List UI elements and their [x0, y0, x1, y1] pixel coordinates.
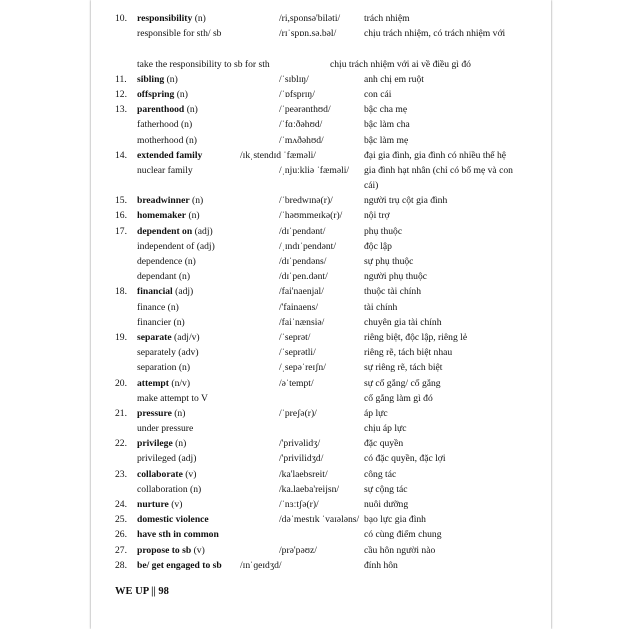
ipa-pronunciation: /ka.laeba'reijsn/: [279, 483, 340, 495]
english-term: [137, 543, 205, 558]
term-word: domestic violence: [137, 514, 209, 526]
entry-number: 20.: [115, 377, 127, 389]
ipa-pronunciation: /ˈpeərənthʊd/: [279, 104, 331, 116]
ipa-pronunciation: /ˈseprət/: [279, 331, 311, 343]
part-of-speech: (n): [186, 104, 198, 116]
vocab-row: [115, 284, 515, 299]
ipa-pronunciation: /'fainaens/: [279, 301, 319, 313]
vocab-row: [115, 330, 515, 345]
vietnamese-meaning: người trụ cột gia đình: [364, 195, 448, 207]
entry-number: 21.: [115, 407, 127, 419]
part-of-speech: (n): [180, 119, 193, 131]
english-term: [137, 497, 182, 512]
english-term: [137, 208, 200, 223]
vocab-row: [115, 224, 515, 239]
vocab-row: [115, 421, 515, 436]
entry-number: 16.: [115, 210, 127, 222]
vietnamese-meaning: chuyên gia tài chính: [364, 316, 442, 328]
term-word: dependent on: [137, 225, 193, 237]
ipa-pronunciation: /ˈpreʃə(r)/: [279, 407, 317, 419]
ipa-pronunciation: /ˈnɜːtʃə(r)/: [279, 499, 319, 511]
english-term: [137, 148, 202, 163]
entry-number: 28.: [115, 559, 127, 571]
english-term: [137, 482, 201, 497]
term-word: attempt: [137, 377, 169, 389]
term-word: sibling: [137, 73, 165, 85]
ipa-pronunciation: /dɪˈpendənt/: [279, 225, 326, 237]
ipa-pronunciation: /ˈbredwɪnə(r)/: [279, 195, 333, 207]
vocab-row: [115, 543, 515, 558]
ipa-pronunciation: /ˈhəʊmmeɪkə(r)/: [279, 210, 343, 222]
english-term: [137, 269, 190, 284]
entry-number: 27.: [115, 544, 127, 556]
term-word: responsibility: [137, 13, 193, 24]
vietnamese-meaning: người phụ thuộc: [364, 271, 428, 283]
english-term: [137, 330, 200, 345]
part-of-speech: (v): [185, 468, 197, 480]
part-of-speech: (n): [178, 362, 191, 374]
part-of-speech: (n): [173, 316, 185, 328]
term-word: separately: [137, 347, 176, 359]
term-word: nuclear family: [137, 164, 193, 176]
vocab-row: [115, 239, 515, 254]
entry-number: 13.: [115, 104, 127, 116]
english-term: [137, 406, 185, 421]
vocab-row: [115, 391, 515, 406]
english-term: [137, 451, 196, 466]
vocab-row: [115, 360, 515, 375]
english-term: [137, 436, 186, 451]
vietnamese-meaning: con cái: [364, 88, 392, 100]
ipa-pronunciation: /ˈɒfsprɪŋ/: [279, 88, 315, 100]
entry-number: 18.: [115, 286, 127, 298]
vietnamese-meaning: đặc quyền: [364, 438, 404, 450]
english-term: [137, 26, 221, 41]
part-of-speech: (n): [185, 134, 197, 146]
ipa-pronunciation: /dəˈmestɪk ˈvaɪələns/: [279, 514, 360, 526]
english-term: [137, 315, 185, 330]
vietnamese-meaning: bậc làm cha: [364, 119, 410, 131]
entry-number: 23.: [115, 468, 127, 480]
vietnamese-meaning: chịu trách nhiệm, có trách nhiệm với: [364, 28, 506, 40]
vocab-row: [115, 315, 515, 330]
term-word: take the responsibility to sb for sth: [137, 58, 270, 70]
term-word: homemaker: [137, 210, 187, 222]
english-term: [137, 421, 193, 436]
ipa-pronunciation: /dɪˈpendəns/: [279, 256, 327, 268]
vocab-row: [115, 451, 515, 466]
vocab-row: [115, 133, 515, 148]
part-of-speech: (adj/v): [174, 331, 200, 343]
part-of-speech: (adj): [178, 453, 197, 465]
ipa-pronunciation: /ˌsepəˈreɪʃn/: [279, 362, 326, 374]
part-of-speech: (n): [166, 73, 178, 85]
vocab-row: [115, 376, 515, 391]
english-term: [137, 11, 206, 26]
ipa-pronunciation: /faiˈnænsiə/: [279, 316, 325, 328]
entry-number: 17.: [115, 225, 127, 237]
part-of-speech: (v): [171, 499, 183, 511]
english-term: [137, 467, 196, 482]
vietnamese-meaning: anh chị em ruột: [364, 73, 424, 85]
term-word: parenthood: [137, 104, 185, 116]
english-term: [137, 376, 190, 391]
english-term: [137, 57, 270, 72]
entry-number: 14.: [115, 149, 127, 161]
entry-number: 15.: [115, 195, 127, 207]
ipa-pronunciation: /ˈseprətli/: [279, 347, 316, 359]
term-word: make attempt to V: [137, 392, 208, 404]
vocab-row: [115, 467, 515, 482]
vocab-row: [115, 436, 515, 451]
english-term: [137, 391, 208, 406]
vocab-row: [115, 193, 515, 208]
vietnamese-meaning: áp lực: [364, 407, 388, 419]
english-term: [137, 558, 222, 573]
vietnamese-meaning: trách nhiệm: [364, 13, 410, 24]
english-term: [137, 512, 209, 527]
ipa-pronunciation: /ɪkˌstendɪd ˈfæməli/: [240, 149, 316, 161]
ipa-pronunciation: /dɪˈpen.dənt/: [279, 271, 328, 283]
part-of-speech: (n): [184, 256, 196, 268]
english-term: [137, 284, 193, 299]
vietnamese-meaning: sự phụ thuộc: [364, 256, 414, 268]
vocab-row: [115, 148, 515, 163]
vietnamese-meaning: tài chính: [364, 301, 398, 313]
vocab-row: [115, 208, 515, 223]
english-term: [137, 117, 192, 132]
english-term: [137, 102, 198, 117]
english-term: [137, 527, 219, 542]
english-term: [137, 133, 197, 148]
vietnamese-meaning: độc lập: [364, 240, 392, 252]
part-of-speech: (adj): [194, 225, 213, 237]
part-of-speech: (v): [193, 544, 205, 556]
vocab-row: [115, 300, 515, 315]
ipa-pronunciation: /ˈmʌðəhʊd/: [279, 134, 324, 146]
ipa-pronunciation: /ka'laebsreit/: [279, 468, 328, 480]
part-of-speech: (n/v): [171, 377, 191, 389]
entry-number: 22.: [115, 438, 127, 450]
entry-number: 26.: [115, 529, 127, 541]
vocab-row: [115, 117, 515, 132]
vietnamese-meaning: công tác: [364, 468, 397, 480]
entry-number: 24.: [115, 499, 127, 511]
entry-number: 11.: [115, 73, 127, 85]
term-word: collaborate: [137, 468, 183, 480]
vocab-row: [115, 527, 515, 542]
part-of-speech: (adj): [175, 286, 194, 298]
ipa-pronunciation: /fai'naenjal/: [279, 286, 324, 298]
english-term: [137, 193, 203, 208]
vietnamese-meaning: sự riêng rẽ, tách biệt: [364, 362, 443, 374]
vocab-row: [115, 512, 515, 527]
vietnamese-meaning: chịu trách nhiệm với ai về điều gì đó: [330, 58, 471, 70]
part-of-speech: (n): [190, 483, 202, 495]
english-term: [137, 300, 179, 315]
vietnamese-meaning: sự cộng tác: [364, 483, 408, 495]
vietnamese-meaning: riêng biệt, độc lập, riêng lẻ: [364, 331, 468, 343]
term-word: propose to sb: [137, 544, 192, 556]
part-of-speech: (n): [176, 88, 188, 100]
vocab-row: [115, 87, 515, 102]
term-word: financier: [137, 316, 172, 328]
english-term: [137, 87, 188, 102]
english-term: [137, 360, 190, 375]
vietnamese-meaning: riêng rẽ, tách biệt nhau: [364, 347, 453, 359]
vietnamese-meaning: nội trợ: [364, 210, 390, 222]
vocab-row: [115, 102, 515, 117]
ipa-pronunciation: /ˈfɑːðəhʊd/: [279, 119, 323, 131]
term-word: separation: [137, 362, 177, 374]
part-of-speech: (n): [167, 301, 179, 313]
english-term: [137, 254, 196, 269]
term-word: collaboration: [137, 483, 188, 495]
vocab-row: [115, 497, 515, 512]
vocab-row: [115, 72, 515, 87]
part-of-speech: (n): [188, 210, 200, 222]
vietnamese-meaning: bạo lực gia đình: [364, 514, 426, 526]
ipa-pronunciation: /əˈtempt/: [279, 377, 314, 389]
vietnamese-meaning: gia đình hạt nhân (chỉ có bố mẹ và con cái): [364, 164, 513, 192]
term-word: offspring: [137, 88, 175, 100]
vietnamese-meaning: thuộc tài chính: [364, 286, 422, 298]
vietnamese-meaning: bậc cha mẹ: [364, 104, 408, 116]
part-of-speech: (adj): [196, 240, 215, 252]
part-of-speech: (n): [194, 13, 206, 24]
vocab-row: [115, 26, 515, 56]
vietnamese-meaning: sự cố gắng/ cố gắng: [364, 377, 441, 389]
term-word: fatherhood: [137, 119, 179, 131]
vietnamese-meaning: có cùng điểm chung: [364, 529, 442, 541]
ipa-pronunciation: /prə'pəʊz/: [279, 544, 317, 556]
term-word: privileged: [137, 453, 176, 465]
entry-number: 25.: [115, 514, 127, 526]
term-word: motherhood: [137, 134, 184, 146]
term-word: under pressure: [137, 423, 194, 435]
vietnamese-meaning: bậc làm mẹ: [364, 134, 409, 146]
term-word: financial: [137, 286, 173, 298]
vietnamese-meaning: chịu áp lực: [364, 423, 407, 435]
ipa-pronunciation: /ˈsɪblɪŋ/: [279, 73, 309, 85]
term-word: extended family: [137, 149, 203, 161]
vietnamese-meaning: đính hôn: [364, 559, 398, 571]
term-word: independent of: [137, 240, 195, 252]
part-of-speech: (n): [174, 407, 186, 419]
vocab-row: [115, 163, 515, 193]
ipa-pronunciation: /ri,sponsə'biləti/: [279, 13, 341, 24]
part-of-speech: (adv): [178, 347, 199, 359]
vocab-row: [115, 345, 515, 360]
term-word: breadwinner: [137, 195, 190, 207]
ipa-pronunciation: /ˌɪndɪˈpendənt/: [279, 240, 337, 252]
english-term: [137, 224, 213, 239]
page-footer: WE UP || 98: [115, 586, 169, 597]
english-term: [137, 345, 199, 360]
vietnamese-meaning: đại gia đình, gia đình có nhiều thế hệ: [364, 149, 507, 161]
vocabulary-list: [115, 11, 515, 573]
term-word: dependence: [137, 256, 183, 268]
term-word: separate: [137, 331, 172, 343]
vietnamese-meaning: có đặc quyền, đặc lợi: [364, 453, 446, 465]
entry-number: 19.: [115, 331, 127, 343]
vietnamese-meaning: phụ thuộc: [364, 225, 403, 237]
vietnamese-meaning: cầu hôn người nào: [364, 544, 436, 556]
vocab-row: [115, 57, 515, 72]
ipa-pronunciation: /'privəlidʒ/: [279, 438, 321, 450]
entry-number: 12.: [115, 88, 127, 100]
vietnamese-meaning: cố gắng làm gì đó: [364, 392, 433, 404]
term-word: be/ get engaged to sb: [137, 559, 222, 571]
term-word: finance: [137, 301, 166, 313]
vocab-row: [115, 269, 515, 284]
part-of-speech: (n): [175, 438, 187, 450]
term-word: privilege: [137, 438, 173, 450]
ipa-pronunciation: /ˌnjuːkliə ˈfæməli/: [279, 164, 350, 176]
ipa-pronunciation: /rɪˈspɒn.sə.bəl/: [279, 28, 337, 40]
term-word: nurture: [137, 499, 169, 511]
english-term: [137, 163, 193, 178]
english-term: [137, 239, 215, 254]
ipa-pronunciation: /ɪnˈɡeɪdʒd/: [240, 559, 282, 571]
vocab-row: [115, 482, 515, 497]
vocab-row: [115, 406, 515, 421]
part-of-speech: (n): [178, 271, 191, 283]
term-word: have sth in common: [137, 529, 219, 541]
term-word: responsible for sth/ sb: [137, 28, 222, 40]
entry-number: 10.: [115, 13, 127, 24]
term-word: pressure: [137, 407, 172, 419]
part-of-speech: (n): [192, 195, 204, 207]
vocab-row: [115, 558, 515, 573]
term-word: dependant: [137, 271, 177, 283]
vocab-row: [115, 254, 515, 269]
vietnamese-meaning: nuôi dưỡng: [364, 499, 409, 511]
vocab-row: [115, 11, 515, 26]
english-term: [137, 72, 178, 87]
ipa-pronunciation: /'privilidʒd/: [279, 453, 324, 465]
